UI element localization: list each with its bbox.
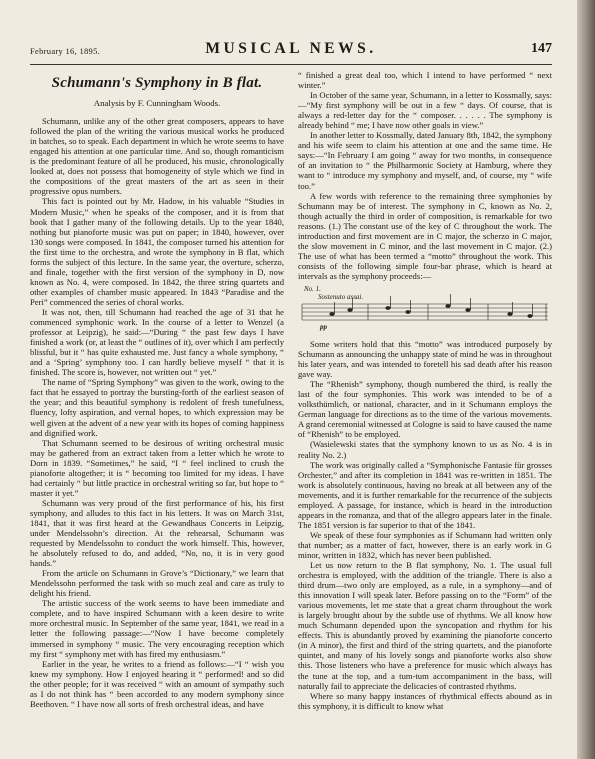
paragraph: We speak of these four symphonies as if Schumann had written only that number; as a matter of fact, however, there is an early work in G minor, written in 1832, which has never been published. bbox=[298, 529, 552, 560]
article-author: Analysis by F. Cunningham Woods. bbox=[93, 98, 221, 109]
paragraph: A few words with reference to the remaining three symphonies by Schumann may be of interest. The symphony in C, known as No. 2, though actually the third in order of composition, is remarkable for two reasons. (1.) The constant use of the key of C throughout the work. The introduction and first movement are in C major, the scherzo in C major, the slow movement in C minor, and the last movement in C major. (2.) The use of what has been termed a “motto” throughout the work. This consists of the following simple four-bar phrase, which is heard at intervals as the symphony proceeds:— bbox=[298, 190, 552, 281]
paragraph: The “Rhenish” symphony, though numbered the third, is really the last of the four symphonies. This work was intended to be of a volksthümlich, or national, character, and in it Schumann employs the German language for directions as to the time of the various movements. A grand ceremonial witnessed at Cologne is said to have caused the name of “Rhenish” to be employed. bbox=[298, 379, 552, 440]
page-header bbox=[30, 38, 552, 60]
music-example-tempo: Sostenuto assai. bbox=[318, 292, 364, 301]
article-title: Schumann's Symphony in B flat. bbox=[51, 75, 263, 91]
paragraph: It was not, then, till Schumann had reached the age of 31 that he commenced symphonic work. In the course of a letter to Wenzel (a professor at Leipzig), he said:—“During “ the past few days I have finished a work (or, at least the “ outlines of it), over which I am perfectly blissful, but it “ has quite exhausted me. Just fancy a whole symphony, “ and a ‘Spring’ symphony too. I can hardly believe myself “ that it is finished. The score is, however, not written out “ yet.” bbox=[30, 306, 284, 378]
paragraph: This fact is pointed out by Mr. Hadow, in his valuable “Studies in Modern Music,” when he speaks of the composer, and it is from that book that I gather many of the following details. Up to the year 1840, nothing but pianoforte music was put on paper; in 1840, however, over 130 songs were composed. In 1841, the composer turned his attention for the first time to the orchestra, and wrote the symphony in B flat, which forms the subject of this lecture. In the same year, the overture, scherzo, and finale, together with the first version of the symphony in D, now known as No. 4, were composed. In 1842, the three string quartets and other examples of chamber music appeared. In 1843 “Paradise and the Peri” commenced the series of choral works. bbox=[30, 196, 284, 307]
paragraph: In October of the same year, Schumann, in a letter to Kossmally, says:—“My first symphony will be out in a few “ days. Of course, that is always a red-letter day for the “ composer. . . . . . The symphony is already behind “ me; I have now other goals in view.” bbox=[298, 90, 552, 131]
paragraph: Let us now return to the B flat symphony, No. 1. The usual full orchestra is employed, with the addition of the triangle. There is also a third drum—two only are employed, as a rule, in a symphony—and of this innovation I will speak later. Before passing on to the “Form” of the various movements, let me state that a great charm throughout the work is largely brought about by the subtle use of rhythms. We all know how much Schumann depended upon the syncopation and rhythm for his effects. This is abundantly proved by examining the pianoforte concerto (in A minor), the first and third of the string quartets, and the pianoforte quintet, and many of his lovely songs and pianoforte works also show this. Those listeners who have a preference for music which always has the tune at the top, and a tum-tum accompaniment in the bass, will naturally fail to appreciate the delicacies of contrasted rhythms. bbox=[298, 560, 552, 691]
paragraph: (Wasielewski states that the symphony known to us as No. 4 is in reality No. 2.) bbox=[298, 439, 552, 460]
paragraph: In another letter to Kossmally, dated January 8th, 1842, the symphony and his wife seem to claim his attention at one and the same time. He says:—“In February I am going “ away for two months, in consequence of an invitation to “ the Philharmonic Society at Hamburg, where they want to “ introduce my symphony and myself, and, of course, my “ wife too.” bbox=[298, 130, 552, 191]
page-binding-edge bbox=[577, 0, 595, 759]
header-rule bbox=[30, 64, 552, 65]
paragraph: “ finished a great deal too, which I intend to have performed “ next winter.” bbox=[298, 70, 552, 91]
paragraph: Where so many happy instances of rhythmical effects abound as in this symphony, it is difficult to know what bbox=[298, 690, 552, 711]
music-staff bbox=[298, 284, 552, 334]
music-example-dynamic: pp bbox=[320, 322, 327, 331]
left-column bbox=[30, 70, 284, 709]
paragraph: That Schumann seemed to be desirous of writing orchestral music may be gathered from an extract taken from a letter which he wrote to Dorn in 1839. “Sometimes,” he said, “I “ feel inclined to crush the pianoforte altogether; it is “ becoming too limited for my ideas. I have had certainly “ but little practice in orchestral writing so far, but hope to “ master it yet.” bbox=[30, 437, 284, 498]
music-example-label: No. 1. bbox=[304, 284, 321, 293]
music-example bbox=[298, 284, 552, 334]
paragraph: Schumann, unlike any of the other great composers, appears to have followed the plan of the writing the various musical works he produced in batches, so to speak. Each department in which he wrote seems to have engaged his attention at one particular time. And so, though romanticism is the predominant feature of all he produced, his music, chronologically looked at, does not possess that homogeneity of style which we find in the compositions of the great masters of the art as seen in their progressive opus numbers. bbox=[30, 116, 284, 197]
paragraph: The name of “Spring Symphony” was given to the work, owing to the fact that he essayed to portray the bursting-forth of the earliest season of the year; and this beautiful symphony is redolent of fresh tunefulness, fluency, lofty aspiration, and vernal hopes, to which expression may be well given at the advent of a new year with its hopes of coming happiness and dignified work. bbox=[30, 377, 284, 438]
journal-title: MUSICAL NEWS. bbox=[205, 40, 377, 57]
paragraph: Earlier in the year, he writes to a friend as follows:—“I “ wish you knew my symphony. How I enjoyed hearing it “ performed! and so did the other people; for it was received “ with an amount of sympathy such as I do not think has “ been accorded to any modern symphony since Beethoven. “ I have now all sorts of fresh orchestral ideas, and have bbox=[30, 658, 284, 709]
page-number: 147 bbox=[531, 41, 552, 56]
right-column bbox=[298, 70, 552, 711]
paragraph: From the article on Schumann in Grove’s “Dictionary,” we learn that Mendelssohn performed the task with so much zeal and care as truly to delight his friend. bbox=[30, 568, 284, 599]
header-date: February 16, 1895. bbox=[30, 46, 101, 56]
paragraph: The work was originally called a “Symphonische Fantasie für grosses Orchester,” and after its completion in 1841 was re-written in 1851. The work is absolutely continuous, having no break at all between any of the movements, and it is further remarkable for the recurrence of the subjects employed. A passage, for instance, which is heard in the introduction appears in the romanza, and that of the allegro appears later in the finale. The 1851 version is far superior to that of the 1841. bbox=[298, 459, 552, 530]
paragraph: Some writers hold that this “motto” was introduced purposely by Schumann as announcing the unhappy state of mind he was in throughout his later years, and was intended to foretell his sad death after his reason gave way. bbox=[298, 338, 552, 380]
paragraph: Schumann was very proud of the first performance of his, his first symphony, and alludes to this fact in his letters. It was on March 31st, 1841, that it was first heard at the Gewandhaus Concerts in Leipzig, under Mendelssohn’s direction. At the rehearsal, Schumann was requested by Mendelssohn to conduct the work himself. This, however, he absolutely refused to do, and added, “No, no, it is in very good hands.” bbox=[30, 497, 284, 569]
paragraph: The artistic success of the work seems to have been immediate and complete, and to have inspired Schumann with a keen desire to write more orchestral music. In September of the same year, 1841, we read in a letter the following passage:—“Now I have become completely immersed in symphony “ music. The very encouraging reception which my first “ symphony met with has fired my enthusiasm.” bbox=[30, 598, 284, 659]
